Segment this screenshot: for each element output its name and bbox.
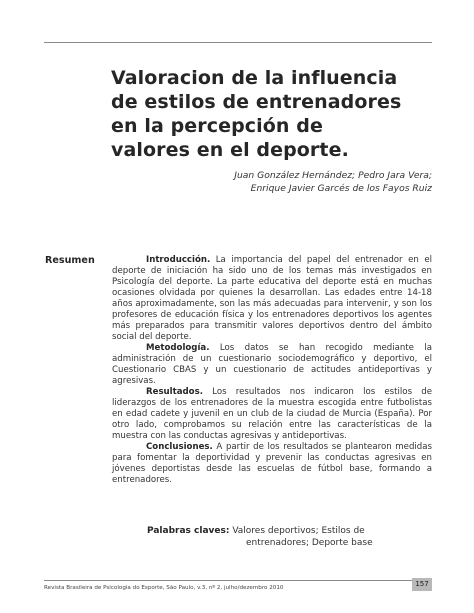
- introduction-heading: Introducción.: [146, 255, 211, 265]
- page-number: 157: [412, 578, 432, 591]
- top-rule: [44, 42, 432, 43]
- author-line: Enrique Javier Garcés de los Fayos Ruiz: [250, 183, 432, 194]
- methodology-heading: Metodología.: [146, 343, 210, 353]
- keywords-line-1: Valores deportivos; Estilos de: [229, 526, 365, 536]
- keywords-heading: Palabras claves:: [147, 526, 230, 536]
- abstract-conclusions: [112, 442, 432, 486]
- abstract-label: Resumen: [45, 255, 95, 266]
- keywords-line-2: entrenadores; Deporte base: [246, 538, 373, 548]
- abstract-methodology: [112, 343, 432, 387]
- title-line: Valoracion de la influencia: [111, 67, 398, 89]
- title-line: valores en el deporte.: [111, 139, 349, 161]
- abstract-results: [112, 387, 432, 442]
- introduction-text: La importancia del papel del entrenador en el deporte de iniciación ha sido uno de los temas más investigados en Psicología del deporte. La parte educativa del deporte está en muchas ocasiones olvidada por quienes la desarrollan. Las edades entre 14-18 años aproximadamente, son las más adecuadas para intervenir, y son los profesores de educación física y los entrenadores deportivos los agentes más preparados para transmitir valores deportivos dentro del ámbito social del deporte.: [112, 255, 432, 342]
- article-title: [111, 66, 441, 162]
- results-heading: Resultados.: [146, 387, 203, 397]
- keywords: [147, 525, 432, 549]
- title-line: de estilos de entrenadores: [111, 91, 402, 113]
- author-line: Juan González Hernández; Pedro Jara Vera;: [234, 170, 432, 181]
- abstract-introduction: [112, 255, 432, 343]
- abstract-body: [112, 255, 432, 486]
- conclusions-heading: Conclusiones.: [146, 442, 213, 452]
- bottom-rule: [44, 580, 432, 581]
- authors: [234, 169, 432, 195]
- title-line: en la percepción de: [111, 115, 323, 137]
- journal-footer: Revista Brasileira de Psicologia do Esporte, São Paulo, v.3, nº 2, julho/dezembro 2010: [44, 585, 284, 591]
- methodology-text: Los datos se han recogido mediante la administración de un cuestionario sociodemográfico y deportivo, el Cuestionario CBAS y un cuestionario de actitudes antideportivas y agresivas.: [112, 343, 432, 386]
- results-text: Los resultados nos indicaron los estilos de liderazgos de los entrenadores de la muestra escogida entre futbolistas en edad cadete y juvenil en un club de la ciudad de Murcia (España). Por otro lado, comprobamos su relación entre las características de la muestra con las conductas agresivas y antideportivas.: [112, 387, 432, 441]
- conclusions-text: A partir de los resultados se plantearon medidas para fomentar la deportividad y prevenir las conductas agresivas en jóvenes deportistas desde las escuelas de fútbol base, formando a entrenadores.: [112, 442, 432, 485]
